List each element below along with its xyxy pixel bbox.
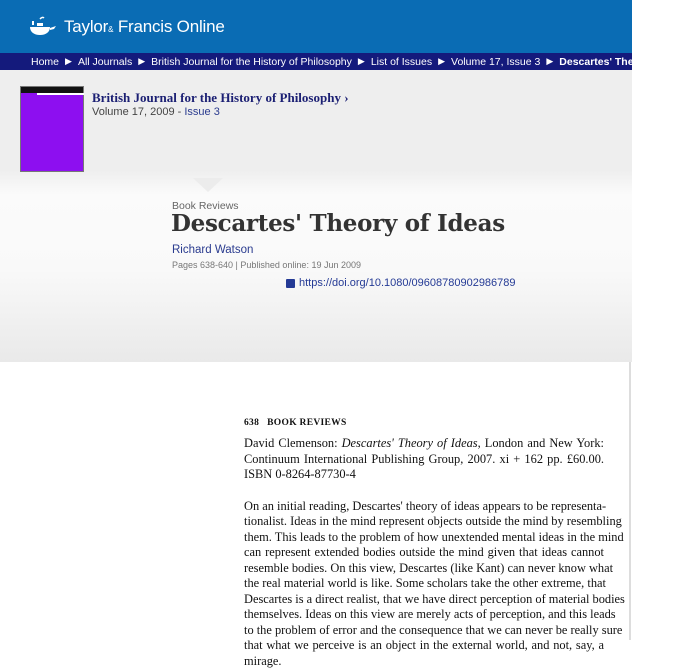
triangle-right-icon: ▶ xyxy=(438,56,445,67)
article-meta: Pages 638-640 | Published online: 19 Jun 2009 xyxy=(172,260,361,270)
article-category: Book Reviews xyxy=(172,200,239,212)
volume-text: Volume 17, 2009 - xyxy=(92,106,184,118)
citation-publisher: , London and New York: xyxy=(478,436,604,450)
review-citation xyxy=(244,436,604,483)
paragraph-line: the real material world is like. Some scholars take the other extreme, that xyxy=(244,576,604,592)
brand-amp: & xyxy=(108,25,113,34)
citation-line xyxy=(244,436,604,452)
breadcrumb-journal[interactable]: British Journal for the History of Philosophy xyxy=(151,56,352,68)
citation-author: David Clemenson: xyxy=(244,436,342,450)
site-header xyxy=(0,0,632,53)
paragraph-line: that what we perceive is an object in the external world, and not, say, a xyxy=(244,638,604,654)
doi-text: https://doi.org/10.1080/09608780902986789 xyxy=(299,277,516,289)
brand-rest: Francis Online xyxy=(118,17,225,36)
paragraph-line: resemble bodies. On this view, Descartes (like Kant) can never know what xyxy=(244,561,604,577)
triangle-right-icon: ▶ xyxy=(546,56,553,67)
paragraph-line: can represent extended bodies outside the mind given that ideas cannot xyxy=(244,545,604,561)
breadcrumb-current: Descartes' Theory of Ideas xyxy=(559,56,692,68)
site-logo[interactable] xyxy=(28,16,225,38)
paragraph-line: Descartes is a direct realist, that we have direct perception of material bodies xyxy=(244,592,604,608)
page-edge xyxy=(629,362,631,640)
paragraph-line: mirage. xyxy=(244,654,604,669)
paragraph-line: themselves. Ideas on this view are merely acts of perception, and this leads xyxy=(244,607,604,623)
author-link[interactable]: Richard Watson xyxy=(172,244,253,256)
citation-line: Continuum International Publishing Group, 2007. xi + 162 pp. £60.00. xyxy=(244,452,604,468)
page-header: 638 BOOK REVIEWS xyxy=(244,418,604,428)
triangle-right-icon: ▶ xyxy=(65,56,72,67)
paragraph-line: to the problem of error and the consequence that we can never be really sure xyxy=(244,623,604,639)
breadcrumb-home[interactable]: Home xyxy=(31,56,59,68)
breadcrumb-issue[interactable]: Volume 17, Issue 3 xyxy=(451,56,540,68)
pdf-preview-page xyxy=(244,418,604,669)
doi-link[interactable] xyxy=(286,277,516,289)
brand-name: Taylor xyxy=(64,17,108,36)
article-title: Descartes' Theory of Ideas xyxy=(171,210,505,237)
citation-book-title: Descartes' Theory of Ideas xyxy=(342,436,478,450)
external-link-icon xyxy=(286,279,295,288)
journal-cover-image[interactable] xyxy=(20,86,84,172)
chevron-right-icon: › xyxy=(344,90,348,105)
breadcrumb xyxy=(0,53,632,70)
lamp-logo-icon xyxy=(28,16,58,38)
breadcrumb-list-of-issues[interactable]: List of Issues xyxy=(371,56,432,68)
paragraph-line: them. This leads to the problem of how unextended mental ideas in the mind xyxy=(244,530,604,546)
paragraph-line: tionalist. Ideas in the mind represent objects outside the mind by resembling xyxy=(244,514,604,530)
triangle-right-icon: ▶ xyxy=(358,56,365,67)
triangle-right-icon: ▶ xyxy=(138,56,145,67)
citation-line: ISBN 0-8264-87730-4 xyxy=(244,467,604,483)
journal-title-link[interactable] xyxy=(92,90,349,106)
journal-title: British Journal for the History of Philosophy xyxy=(92,90,341,105)
breadcrumb-all-journals[interactable]: All Journals xyxy=(78,56,132,68)
journal-volume xyxy=(92,106,220,118)
paragraph-line: On an initial reading, Descartes' theory of ideas appears to be representa- xyxy=(244,499,604,515)
issue-link[interactable]: Issue 3 xyxy=(184,106,219,118)
pointer-notch xyxy=(193,178,223,192)
review-paragraph xyxy=(244,499,604,669)
